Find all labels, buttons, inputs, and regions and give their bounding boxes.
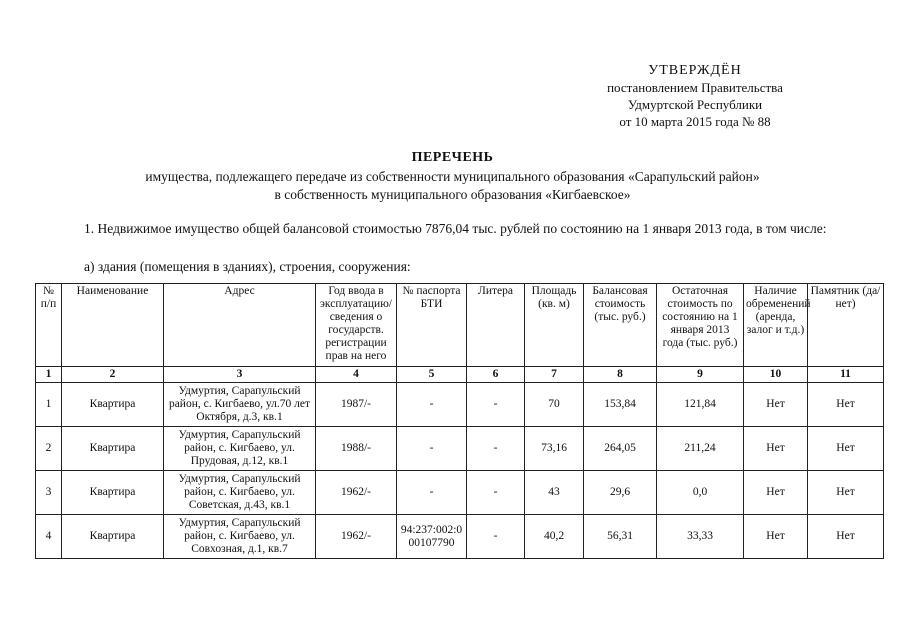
cell-name: Квартира: [62, 471, 164, 515]
cell-area: 70: [525, 383, 584, 427]
cell-monument: Нет: [808, 471, 884, 515]
header-cell: Остаточная стоимость по состоянию на 1 января 2013 года (тыс. руб.): [657, 284, 744, 367]
cell-bti: -: [397, 383, 467, 427]
header-cell: № п/п: [36, 284, 62, 367]
cell-year: 1987/-: [316, 383, 397, 427]
header-cell: Год ввода в эксплуатацию/сведения о государств. регистрации прав на него: [316, 284, 397, 367]
cell-name: Квартира: [62, 515, 164, 559]
column-number: 6: [467, 367, 525, 383]
column-number: 5: [397, 367, 467, 383]
cell-residual: 33,33: [657, 515, 744, 559]
header-cell: Наличие обременений (аренда, залог и т.д.): [744, 284, 808, 367]
cell-monument: Нет: [808, 383, 884, 427]
cell-number: 4: [36, 515, 62, 559]
column-number: 11: [808, 367, 884, 383]
property-table: [35, 283, 884, 559]
subtitle-line: в собственность муниципального образования «Кигбаевское»: [274, 187, 631, 202]
column-number: 8: [584, 367, 657, 383]
approval-block: [580, 62, 810, 130]
cell-address: Удмуртия, Сарапульский район, с. Кигбаево, ул. Совхозная, д.1, кв.7: [164, 515, 316, 559]
header-cell: Адрес: [164, 284, 316, 367]
cell-residual: 0,0: [657, 471, 744, 515]
cell-litera: -: [467, 383, 525, 427]
column-number: 10: [744, 367, 808, 383]
cell-name: Квартира: [62, 427, 164, 471]
cell-name: Квартира: [62, 383, 164, 427]
cell-monument: Нет: [808, 427, 884, 471]
column-number: 4: [316, 367, 397, 383]
header-cell: Балансовая стоимость (тыс. руб.): [584, 284, 657, 367]
column-number: 1: [36, 367, 62, 383]
table-row: [36, 383, 884, 427]
approval-date: от 10 марта 2015 года № 88: [619, 114, 771, 129]
paragraph-total-value: 1. Недвижимое имущество общей балансовой стоимостью 7876,04 тыс. рублей по состоянию на 1 января 2013 года, в том числе:: [84, 221, 827, 236]
table-header-row: [36, 284, 884, 367]
cell-address: Удмуртия, Сарапульский район, с. Кигбаево, ул. Советская, д.43, кв.1: [164, 471, 316, 515]
cell-year: 1962/-: [316, 515, 397, 559]
cell-number: 2: [36, 427, 62, 471]
header-cell: № паспорта БТИ: [397, 284, 467, 367]
approval-title: УТВЕРЖДЁН: [648, 63, 742, 78]
cell-year: 1988/-: [316, 427, 397, 471]
cell-encumbrance: Нет: [744, 427, 808, 471]
cell-year: 1962/-: [316, 471, 397, 515]
cell-monument: Нет: [808, 515, 884, 559]
cell-bti: -: [397, 471, 467, 515]
cell-residual: 211,24: [657, 427, 744, 471]
column-number: 2: [62, 367, 164, 383]
document-subtitle: [0, 168, 905, 204]
cell-balance: 29,6: [584, 471, 657, 515]
cell-address: Удмуртия, Сарапульский район, с. Кигбаево, ул. Прудовая, д.12, кв.1: [164, 427, 316, 471]
cell-area: 43: [525, 471, 584, 515]
cell-bti: -: [397, 427, 467, 471]
cell-address: Удмуртия, Сарапульский район, с. Кигбаево, ул.70 лет Октября, д.3, кв.1: [164, 383, 316, 427]
subtitle-line: имущества, подлежащего передаче из собственности муниципального образования «Сарапульский район»: [145, 169, 760, 184]
table-row: [36, 515, 884, 559]
document-title: ПЕРЕЧЕНЬ: [411, 150, 494, 165]
header-cell: Литера: [467, 284, 525, 367]
header-cell: Наименование: [62, 284, 164, 367]
approval-line: постановлением Правительства: [607, 80, 783, 95]
header-cell: Площадь (кв. м): [525, 284, 584, 367]
cell-bti: 94:237:002:000107790: [397, 515, 467, 559]
cell-area: 40,2: [525, 515, 584, 559]
cell-litera: -: [467, 471, 525, 515]
column-number: 3: [164, 367, 316, 383]
cell-residual: 121,84: [657, 383, 744, 427]
cell-encumbrance: Нет: [744, 515, 808, 559]
cell-balance: 264,05: [584, 427, 657, 471]
cell-area: 73,16: [525, 427, 584, 471]
header-cell: Памятник (да/нет): [808, 284, 884, 367]
table-row: [36, 427, 884, 471]
paragraph-buildings: а) здания (помещения в зданиях), строения, сооружения:: [84, 259, 411, 274]
cell-balance: 56,31: [584, 515, 657, 559]
cell-balance: 153,84: [584, 383, 657, 427]
column-number: 9: [657, 367, 744, 383]
approval-line: Удмуртской Республики: [627, 97, 763, 112]
cell-litera: -: [467, 515, 525, 559]
cell-number: 1: [36, 383, 62, 427]
column-number: 7: [525, 367, 584, 383]
cell-number: 3: [36, 471, 62, 515]
cell-litera: -: [467, 427, 525, 471]
cell-encumbrance: Нет: [744, 383, 808, 427]
table-column-numbers: [36, 367, 884, 383]
cell-encumbrance: Нет: [744, 471, 808, 515]
table-row: [36, 471, 884, 515]
